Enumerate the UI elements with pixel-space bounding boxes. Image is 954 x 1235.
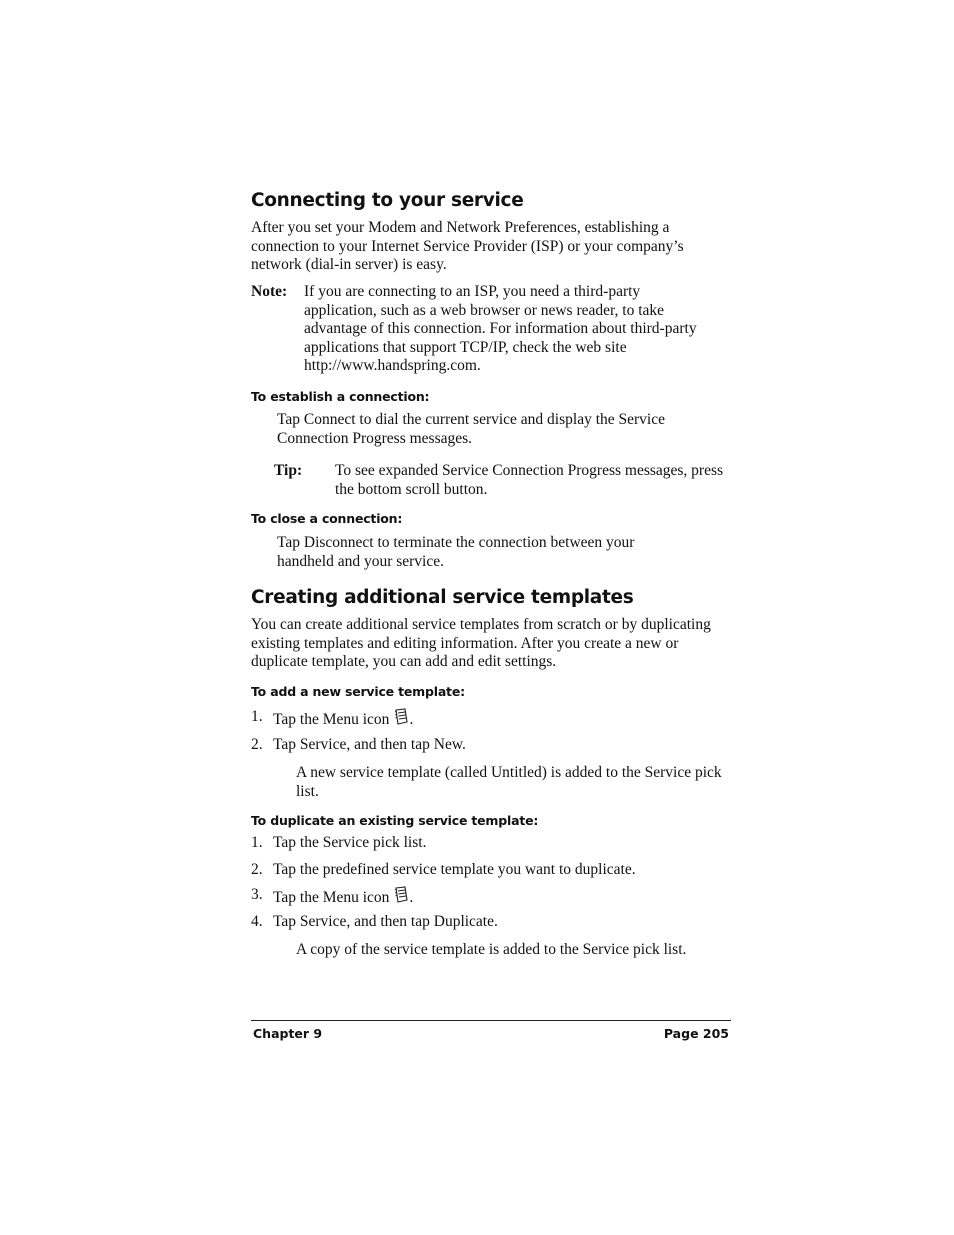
footer-rule	[251, 1020, 731, 1021]
intro-paragraph: After you set your Modem and Network Preferences, establishing a connection to your Internet Service Provider (ISP) or your company’s network (dial-in server) is easy.	[251, 219, 684, 274]
menu-icon	[393, 886, 409, 904]
establish-text: Tap Connect to dial the current service and display the Service Connection Progress messages.	[277, 411, 665, 447]
subheading-duplicate-template: To duplicate an existing service template:	[251, 813, 539, 828]
tip-text: To see expanded Service Connection Progress messages, press the bottom scroll button.	[335, 462, 724, 498]
step-number: 4.	[251, 913, 263, 930]
menu-icon	[393, 708, 409, 726]
step-number: 2.	[251, 861, 263, 878]
note-label: Note:	[251, 283, 288, 300]
step-text: Tap the Menu icon .	[273, 886, 413, 908]
tip-label: Tip:	[274, 462, 303, 479]
step-text: Tap Service, and then tap New.	[273, 736, 466, 753]
subheading-close: To close a connection:	[251, 511, 403, 526]
step-number: 1.	[251, 834, 263, 851]
subheading-establish: To establish a connection:	[251, 389, 430, 404]
step-text: Tap Service, and then tap Duplicate.	[273, 913, 498, 930]
step-number: 3.	[251, 886, 263, 903]
templates-intro: You can create additional service templates from scratch or by duplicating existing templates and editing information. After you create a new or duplicate template, you can add and edit settings.	[251, 616, 711, 671]
tip-block	[251, 462, 731, 502]
step-text: Tap the Menu icon .	[273, 708, 413, 730]
note-text: If you are connecting to an ISP, you need a third-party application, such as a web browser or news reader, to take advantage of this connection. For information about third-party applications that support TCP/IP, check the web site http://www.handspring.com.	[304, 283, 697, 375]
step-number: 1.	[251, 708, 263, 725]
step-text: Tap the predefined service template you want to duplicate.	[273, 861, 636, 878]
section-heading-creating: Creating additional service templates	[251, 587, 634, 608]
footer-chapter: Chapter 9	[253, 1026, 323, 1041]
add-result: A new service template (called Untitled) is added to the Service pick list.	[296, 764, 722, 800]
dup-result: A copy of the service template is added to the Service pick list.	[296, 941, 687, 958]
close-text: Tap Disconnect to terminate the connection between your handheld and your service.	[277, 534, 635, 570]
footer-page-number: Page 205	[663, 1026, 729, 1041]
step-text: Tap the Service pick list.	[273, 834, 427, 851]
note-block	[251, 283, 731, 378]
step-number: 2.	[251, 736, 263, 753]
subheading-add-template: To add a new service template:	[251, 684, 465, 699]
section-heading-connecting: Connecting to your service	[251, 190, 524, 211]
